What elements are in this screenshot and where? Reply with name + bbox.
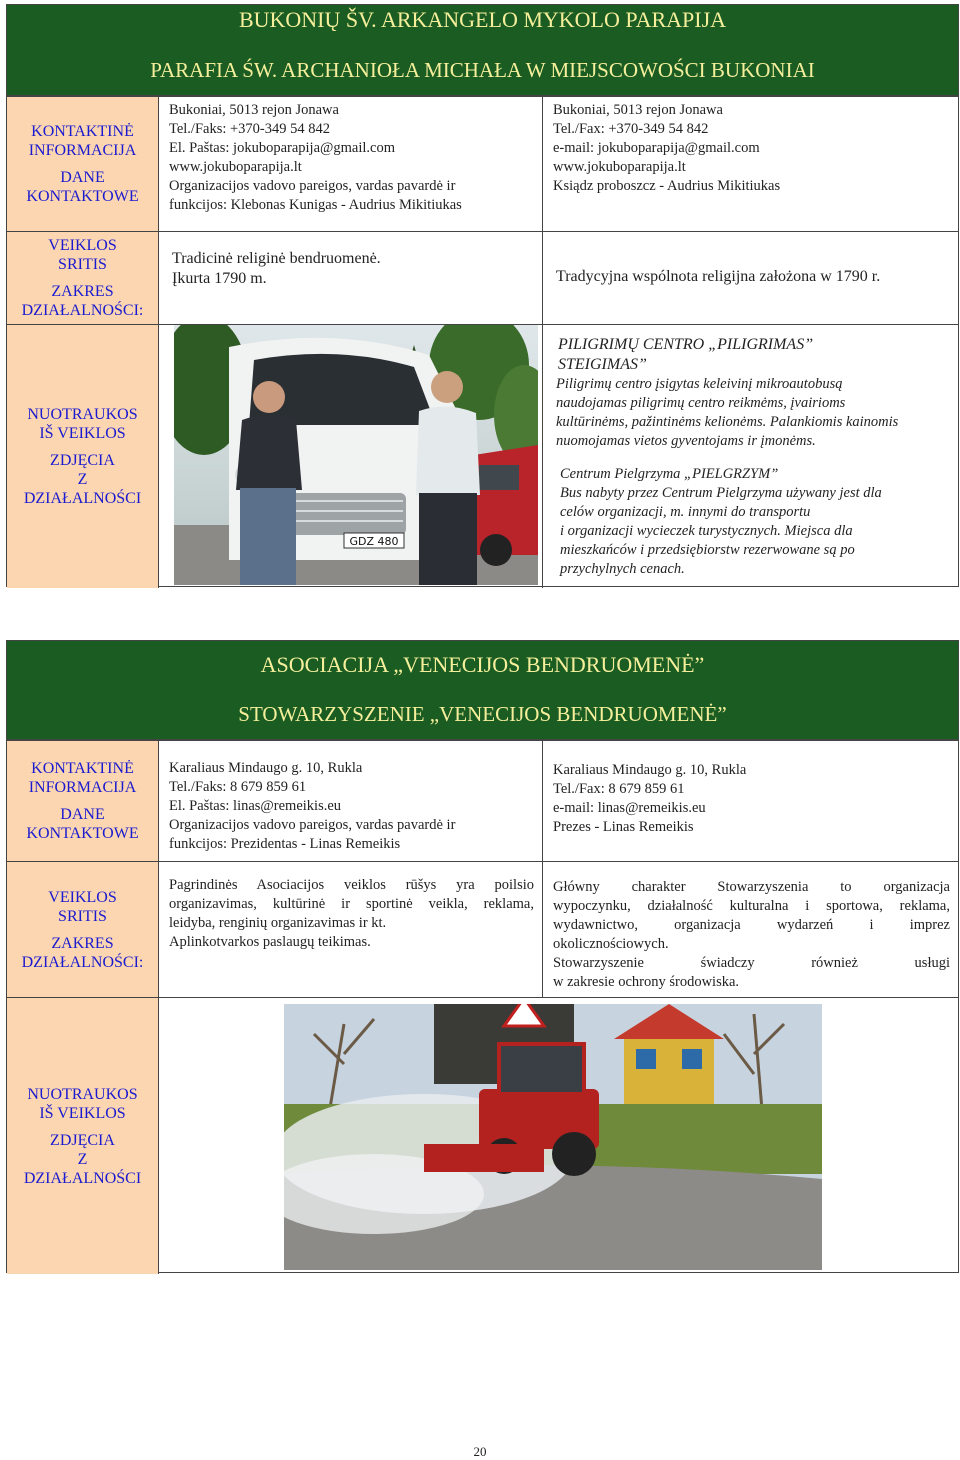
parish-activity-pl [544,232,958,324]
parish-photo-cell [160,325,543,588]
pilgrim-title [544,325,958,375]
photos-label [7,998,159,1274]
contact-label [7,97,159,231]
minibus-photo-image [174,325,538,585]
phone-text: Tel./Faks: 8 679 859 61 [169,779,307,795]
label-line: NUOTRAUKOS [27,406,138,423]
label-line: SRITIS [58,256,107,273]
activity-text: Pagrindinės Asociacijos veiklos rūšys yra poilsio [169,877,534,893]
pilgrim-lt-line: kultūrinėms, pažintinėms kelionėms. Palankiomis kainomis [556,414,899,430]
leader-text: Ksiądz proboszcz - Audrius Mikitiukas [553,178,781,194]
activity-text: leidyba, renginių organizavimas ir kt. [169,915,387,931]
label-line: VEIKLOS [48,888,117,906]
activity-text: wypoczynku, działalność kulturalna i sportowa, reklama, [553,898,950,914]
leader-text: Prezes - Linas Remeikis [553,819,694,835]
parish-photos-row [7,324,958,588]
activity-text: organizavimas, kultūrinė ir sportinė veikla, reklama, [169,896,534,912]
parish-activity-row [7,231,958,324]
website-text: www.jokuboparapija.lt [553,159,686,175]
leader-text: funkcijos: Prezidentas - Linas Remeikis [169,836,401,852]
association-activity-lt [160,862,543,997]
label-line: Z [77,1150,88,1168]
email-text: El. Paštas: jokuboparapija@gmail.com [169,140,395,156]
association-header [7,641,958,740]
photos-label [7,325,159,588]
label-line: Z [77,471,88,488]
pilgrim-center-cell [544,325,958,588]
association-contact-row [7,740,958,861]
label-line: KONTAKTOWE [26,188,139,205]
label-line: KONTAKTOWE [26,825,139,842]
parish-contact-lt [160,97,543,231]
activity-text: wydawnictwo, organizacja wydarzeń i imprez [553,917,950,933]
page-number: 20 [473,1444,487,1459]
activity-text: Główny charakter Stowarzyszenia to organizacja [553,879,950,895]
activity-label [7,232,159,324]
association-activity-row [7,861,958,997]
label-line: INFORMACIJA [28,779,137,796]
pilgrim-lt-line: naudojamas piligrimų centro reikmėms, įvairioms [556,395,846,411]
label-line: ZAKRES [51,934,114,952]
activity-text: Stowarzyszenie świadczy również usługi [553,955,950,971]
activity-text: okolicznościowych. [553,936,669,952]
pilgrim-title-line: PILIGRIMŲ CENTRO „PILIGRIMAS” [558,336,814,353]
website-text: www.jokuboparapija.lt [169,159,302,175]
address-text: Karaliaus Mindaugo g. 10, Rukla [553,762,747,778]
parish-contact-pl [544,97,958,231]
label-line: ZAKRES [51,283,114,300]
section-parish [6,4,959,587]
label-line: DZIAŁALNOŚCI: [21,302,144,319]
phone-text: Tel./Fax: 8 679 859 61 [553,781,685,797]
address-text: Bukoniai, 5013 rejon Jonawa [169,102,339,118]
pilgrim-pl-line: przychylnych cenach. [560,561,685,577]
pilgrim-pl-line: celów organizacji, m. innymi do transportu [560,504,811,520]
leader-text: Organizacijos vadovo pareigos, vardas pavardė ir [169,817,456,833]
label-line: IŠ VEIKLOS [39,425,126,442]
parish-contact-row [7,96,958,231]
phone-text: Tel./Fax: +370-349 54 842 [553,121,709,137]
label-line: ZDJĘCIA [50,1131,115,1149]
parish-activity-lt [160,232,543,324]
pilgrim-pl-line: Centrum Pielgrzyma „PIELGRZYM” [560,466,779,482]
pilgrim-title-line: STEIGIMAS” [558,356,647,373]
activity-label [7,862,159,997]
sweeper-photo [284,1004,822,1270]
association-activity-pl [544,862,958,997]
label-line: KONTAKTINĖ [31,760,134,777]
label-line: KONTAKTINĖ [31,123,134,140]
leader-text: funkcijos: Klebonas Kunigas - Audrius Mikitiukas [169,197,462,213]
activity-text: Aplinkotvarkos paslaugų teikimas. [169,934,371,950]
label-line: NUOTRAUKOS [27,1085,138,1103]
association-photo-cell [160,998,958,1274]
pilgrim-pl-line: mieszkańców i przedsiębiorstw rezerwowane są po [560,542,855,558]
association-contact-pl [544,741,958,861]
address-text: Bukoniai, 5013 rejon Jonawa [553,102,723,118]
email-text: e-mail: jokuboparapija@gmail.com [553,140,760,156]
parish-header [7,5,958,96]
pilgrim-lt-line: nuomojamas vietos gyventojams ir įmonėms. [556,433,816,449]
label-line: DANE [60,169,105,186]
sweeper-photo-image [284,1004,822,1270]
contact-label [7,741,159,861]
parish-title-lt: BUKONIŲ ŠV. ARKANGELO MYKOLO PARAPIJA [238,7,727,32]
activity-text: Įkurta 1790 m. [172,270,267,287]
email-text: e-mail: linas@remeikis.eu [553,800,706,816]
label-line: VEIKLOS [48,237,117,254]
label-line: DANE [60,806,105,823]
association-photos-row [7,997,958,1274]
parish-title-pl: PARAFIA ŚW. ARCHANIOŁA MICHAŁA W MIEJSCOWOŚCI BUKONIAI [150,58,815,82]
pilgrim-text-pl [544,451,958,579]
activity-text: w zakresie ochrony środowiska. [553,974,740,990]
leader-text: Organizacijos vadovo pareigos, vardas pavardė ir [169,178,456,194]
label-line: ZDJĘCIA [50,452,115,469]
label-line: DZIAŁALNOŚCI [23,490,142,507]
association-contact-lt [160,741,543,861]
label-line: SRITIS [58,907,107,925]
association-title-pl: STOWARZYSZENIE „VENECIJOS BENDRUOMENĖ” [238,702,727,726]
pilgrim-pl-line: Bus nabyty przez Centrum Pielgrzyma używany jest dla [560,485,882,501]
license-plate: GDZ 480 [349,535,399,548]
phone-text: Tel./Faks: +370-349 54 842 [169,121,331,137]
minibus-photo [174,325,538,585]
label-line: DZIAŁALNOŚCI: [21,953,144,971]
pilgrim-lt-line: Piligrimų centro įsigytas keleivinį mikroautobusą [556,376,843,392]
activity-text: Tradicinė religinė bendruomenė. [172,250,381,267]
label-line: DZIAŁALNOŚCI [23,1169,142,1187]
pilgrim-text-lt [544,375,958,451]
pilgrim-pl-line: i organizacji wycieczek turystycznych. Miejsca dla [560,523,853,539]
address-text: Karaliaus Mindaugo g. 10, Rukla [169,760,363,776]
email-text: El. Paštas: linas@remeikis.eu [169,798,342,814]
label-line: INFORMACIJA [28,142,137,159]
association-title-lt: ASOCIACIJA „VENECIJOS BENDRUOMENĖ” [260,652,705,677]
label-line: IŠ VEIKLOS [39,1104,126,1122]
activity-text: Tradycyjna wspólnota religijna założona w 1790 r. [556,268,881,285]
section-association [6,640,959,1273]
